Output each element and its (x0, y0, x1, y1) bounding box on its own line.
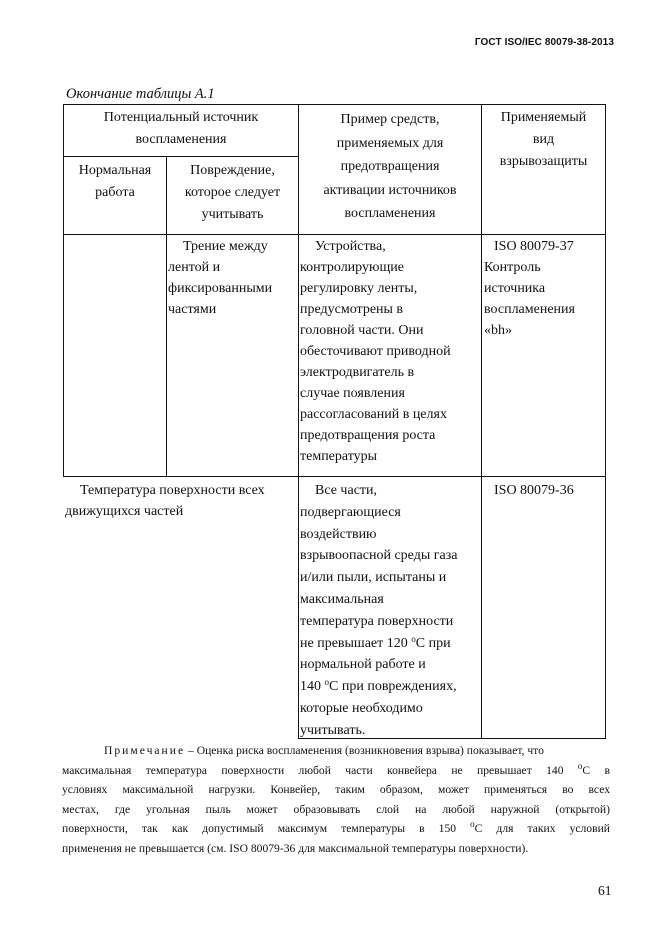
note-line: местах, где угольная пыль может образовывать слой на любой наружной (открытой) (62, 802, 610, 816)
row2-example-line: и/или пыли, испытаны и (300, 570, 447, 586)
row2-protection-line: ISO 80079-36 (494, 483, 574, 498)
header-bottom-border (63, 234, 606, 235)
header-example-line: активации источников (323, 182, 457, 198)
row1-example-line: контролирующие (300, 260, 404, 275)
row2-example-line: подвергающиеся (300, 504, 401, 520)
note-line: применения не превышается (см. ISO 80079-36 для максимальной температуры поверхности). (62, 841, 529, 855)
note-paragraph (62, 741, 610, 859)
row2-source-line: Температура поверхности всех (80, 483, 265, 498)
text-run: – Оценка риска воспламенения (возникновения взрыва) показывает, что (185, 744, 544, 757)
text-run: С при (415, 635, 451, 651)
header-protection-type (482, 107, 605, 173)
row2-example-line: которые необходимо (300, 700, 423, 716)
degree-sign: o (411, 633, 416, 644)
header-damage (167, 160, 298, 226)
row2-example-line (300, 633, 481, 655)
header-damage-line: учитывать (201, 207, 264, 222)
header-normal-operation (64, 160, 166, 204)
text-run: С для таких условий (474, 822, 610, 836)
header-example-line: предотвращения (340, 159, 440, 174)
row2-example-line: взрывоопасной среды газа (300, 548, 458, 564)
text-run: 140 (300, 679, 325, 695)
text-run: не превышает 120 (300, 635, 412, 651)
row1-example-line: случае появления (300, 386, 405, 401)
row1-damage-line: фиксированными (168, 281, 273, 296)
row1-damage-line: лентой и (168, 260, 221, 275)
row1-example-line: рассогласований в целях (300, 407, 447, 422)
header-normal-line: Нормальная (78, 163, 152, 178)
row2-example-line: учитывать. (300, 722, 366, 738)
row1-damage-line: Трение между (183, 239, 268, 254)
note-line (62, 819, 610, 839)
header-ignition-source-line: воспламенения (135, 132, 227, 147)
note-line (62, 741, 610, 761)
row1-protection-line: ISO 80079-37 (494, 239, 574, 254)
example-protection-divider (481, 104, 482, 739)
row1-example-line: Устройства, (315, 239, 386, 254)
header-protection-line: вид (532, 132, 555, 147)
note-line (62, 761, 610, 781)
row2-example-line: максимальная (300, 591, 384, 607)
standard-designation: ГОСТ ISO/IEC 80079-38-2013 (474, 37, 614, 48)
header-damage-line: которое следует (184, 185, 281, 200)
row2-protection (484, 480, 605, 501)
header-example-line: воспламенения (344, 206, 436, 221)
text-run: С при повреждениях, (329, 679, 457, 695)
header-prevention-example (299, 108, 481, 226)
row1-example-line: предусмотрены в (300, 302, 404, 317)
row1-protection-line: «bh» (484, 323, 512, 338)
header-example-line: Пример средств, (340, 112, 440, 127)
page-number: 61 (598, 883, 612, 898)
header-normal-line: работа (95, 185, 135, 200)
note-label: Примечание (104, 744, 186, 757)
row2-source-line: движущихся частей (65, 504, 184, 519)
note-line: условиях максимальной нагрузки. Конвейер, таким образом, может применяться во всех (62, 783, 610, 797)
row2-example-line: воздействию (300, 526, 377, 542)
degree-sign: o (577, 760, 583, 771)
text-run: поверхности, так как допустимый максимум температуры в 150 (62, 822, 471, 836)
row1-example (300, 236, 481, 467)
row2-example-line: Все части, (315, 483, 378, 498)
row-divider (63, 476, 606, 477)
header-ignition-source-line: Потенциальный источник (103, 110, 259, 125)
table-top-border (63, 104, 606, 105)
degree-sign: o (324, 677, 329, 688)
row2-example-line: нормальной работе и (300, 657, 426, 673)
row1-protection-line: воспламенения (484, 302, 575, 317)
row2-example-line (300, 676, 481, 698)
header-sub-divider (63, 156, 298, 157)
row1-example-line: электродвигатель в (300, 365, 415, 380)
row1-example-line: предотвращения роста (300, 428, 436, 443)
header-protection-line: взрывозащиты (499, 154, 588, 169)
header-ignition-source (64, 107, 298, 151)
row2-example-line: температура поверхности (300, 613, 454, 629)
degree-sign: o (470, 819, 475, 830)
header-damage-line: Повреждение, (190, 163, 275, 178)
row1-damage-line: частями (168, 302, 217, 317)
row1-example-line: обесточивают приводной (300, 344, 451, 359)
row2-source (65, 480, 298, 522)
row1-damage (168, 236, 297, 320)
row1-protection (484, 236, 605, 341)
table-caption: Окончание таблицы А.1 (66, 86, 215, 102)
header-example-line: применяемых для (336, 135, 444, 151)
row2-example (300, 480, 481, 742)
row1-protection-line: Контроль (484, 260, 541, 275)
header-protection-line: Применяемый (500, 110, 587, 125)
row1-example-line: головной части. Они (300, 323, 424, 338)
row1-example-line: температуры (300, 449, 378, 464)
text-run: С в (582, 763, 611, 777)
right-border (605, 104, 606, 739)
row1-protection-line: источника (484, 281, 546, 296)
row1-example-line: регулировку ленты, (300, 281, 418, 296)
text-run: максимальная температура поверхности любой части конвейера не превышает 140 (62, 763, 578, 777)
